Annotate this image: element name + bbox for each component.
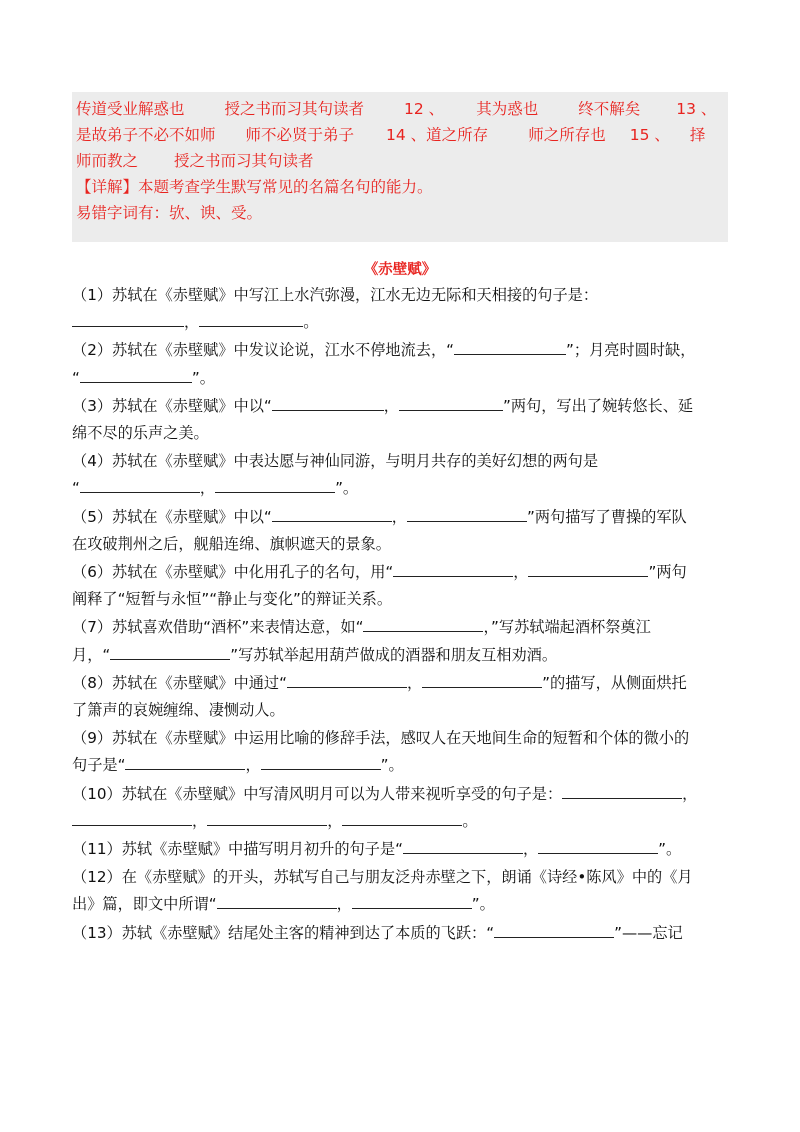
question-text: 了箫声的哀婉缠绵、凄恻动人。 — [72, 701, 285, 720]
answer-panel — [72, 92, 728, 242]
answer-blank[interactable] — [562, 783, 682, 799]
answer-number: 13 、 — [676, 100, 717, 118]
answer-number: 12 、 — [404, 100, 445, 118]
answer-text: 是故弟子不必不如师 — [76, 126, 216, 144]
question-text: ， — [682, 784, 698, 803]
answer-blank[interactable] — [80, 477, 200, 493]
answer-blank[interactable] — [215, 477, 335, 493]
question-text: “ — [72, 368, 80, 387]
question-text: ”的描写，从侧面烘托 — [542, 673, 687, 692]
answer-blank[interactable] — [363, 616, 483, 632]
question-text: （6）苏轼在《赤壁赋》中化用孔子的名句，用“ — [72, 563, 394, 582]
question-text: 。 — [303, 313, 319, 332]
answer-line-2 — [76, 122, 722, 148]
question-text: ， — [513, 563, 529, 582]
question-text: 月，“ — [72, 645, 111, 664]
answer-text: 14 、道之所存 — [386, 126, 489, 144]
question-12 — [72, 864, 732, 918]
question-text: ， — [199, 479, 216, 498]
answer-text: 择 — [689, 126, 706, 144]
answer-blank[interactable] — [407, 506, 527, 522]
answer-text: 师而教之 — [76, 152, 139, 170]
question-text: ， — [522, 840, 539, 859]
answer-blank[interactable] — [261, 754, 381, 770]
answer-blank[interactable] — [403, 838, 523, 854]
answer-blank[interactable] — [272, 506, 392, 522]
question-1 — [72, 282, 732, 336]
question-text: ， — [245, 756, 261, 775]
answer-text: 终不解矣 — [578, 100, 641, 118]
question-text: （8）苏轼在《赤壁赋》中通过“ — [72, 673, 287, 692]
question-text: （13）苏轼《赤壁赋》结尾处主客的精神到达了本质的飞跃：“ — [72, 923, 495, 942]
question-6 — [72, 559, 732, 613]
question-text: ，”写苏轼端起酒杯祭奠江 — [483, 618, 651, 637]
question-text: （1）苏轼在《赤壁赋》中写江上水汽弥漫，江水无边无际和天相接的句子是： — [72, 286, 599, 304]
question-5 — [72, 504, 732, 558]
answer-text: 授之书而习其句读者 — [174, 152, 314, 170]
answer-text: 其为惑也 — [476, 100, 539, 118]
answer-blank[interactable] — [72, 810, 192, 826]
answer-blank[interactable] — [342, 810, 462, 826]
question-text: （9）苏轼在《赤壁赋》中运用比喻的修辞手法，感叹人在天地间生命的短暂和个体的微小的 — [72, 729, 690, 748]
answer-line-3 — [76, 148, 722, 174]
answer-blank[interactable] — [207, 810, 327, 826]
question-3 — [72, 393, 732, 447]
answer-text: 授之书而习其句读者 — [224, 100, 365, 118]
question-text: ”两句 — [648, 563, 687, 582]
question-4 — [72, 448, 732, 502]
answer-blank[interactable] — [287, 672, 407, 688]
detail-text: 本题考查学生默写常见的名篇名句的能力。 — [138, 178, 433, 196]
question-9 — [72, 725, 732, 779]
question-10 — [72, 781, 732, 835]
answer-blank[interactable] — [110, 644, 230, 660]
detail-tag: 【详解】 — [76, 178, 139, 196]
answer-blank[interactable] — [454, 339, 566, 355]
answer-text: 师不必贤于弟子 — [245, 126, 355, 144]
question-text: ”两句，写出了婉转悠长、延 — [502, 396, 694, 415]
question-text: （3）苏轼在《赤壁赋》中以“ — [72, 396, 272, 415]
answer-blank[interactable] — [528, 561, 648, 577]
question-text: ”。 — [191, 368, 215, 387]
question-text: ”写苏轼举起用葫芦做成的酒器和朋友互相劝酒。 — [230, 645, 558, 664]
question-text: ， — [192, 811, 208, 830]
question-text: （4）苏轼在《赤壁赋》中表达愿与神仙同游，与明月共存的美好幻想的两句是 — [72, 452, 599, 471]
answer-text: 传道受业解惑也 — [76, 100, 185, 118]
question-text: 绵不尽的乐声之美。 — [72, 424, 209, 443]
question-text: （11）苏轼《赤壁赋》中描写明月初升的句子是“ — [72, 840, 403, 859]
answer-detail — [76, 174, 722, 200]
section-title: 《赤壁赋》 — [363, 262, 437, 278]
question-text: ， — [406, 673, 423, 692]
question-text: （2）苏轼在《赤壁赋》中发议论说，江水不停地流去，“ — [72, 341, 455, 360]
answer-line-1 — [76, 96, 722, 122]
answer-blank[interactable] — [494, 922, 614, 938]
question-2 — [72, 337, 732, 391]
question-13 — [72, 920, 732, 947]
question-text: ， — [184, 313, 200, 332]
answer-blank[interactable] — [399, 395, 503, 411]
answer-blank[interactable] — [217, 893, 337, 909]
question-text: ， — [336, 895, 352, 914]
question-8 — [72, 670, 732, 724]
answer-blank[interactable] — [72, 311, 184, 327]
answer-number: 15 、 — [629, 126, 670, 144]
question-7 — [72, 614, 732, 668]
answer-blank[interactable] — [393, 561, 513, 577]
question-text: 在攻破荆州之后，舰船连绵、旗帜遮天的景象。 — [72, 534, 391, 553]
question-list — [72, 282, 732, 948]
answer-text: 师之所存也 — [528, 126, 606, 144]
question-text: ， — [383, 396, 399, 415]
question-text: （12）在《赤壁赋》的开头，苏轼写自己与朋友泛舟赤壁之下，朗诵《诗经•陈风》中的《月 — [72, 868, 693, 887]
answer-blank[interactable] — [272, 395, 384, 411]
question-text: ， — [391, 507, 407, 526]
answer-blank[interactable] — [199, 311, 303, 327]
question-text: ”；月亮时圆时缺， — [566, 341, 696, 360]
question-11 — [72, 836, 732, 863]
question-text: ”。 — [335, 479, 359, 498]
answer-blank[interactable] — [422, 672, 542, 688]
question-text: “ — [72, 479, 80, 498]
question-text: ”。 — [471, 895, 495, 914]
answer-blank[interactable] — [80, 367, 192, 383]
question-text: （5）苏轼在《赤壁赋》中以“ — [72, 507, 272, 526]
answer-blank[interactable] — [125, 754, 245, 770]
question-text: 阐释了“短暂与永恒”“静止与变化”的辩证关系。 — [72, 590, 393, 609]
question-text: ”。 — [380, 756, 404, 775]
question-text: ， — [327, 811, 343, 830]
question-text: （7）苏轼喜欢借助“酒杯”来表情达意，如“ — [72, 618, 364, 637]
answer-blank[interactable] — [538, 838, 658, 854]
question-text: 句子是“ — [72, 756, 126, 775]
question-text: ”——忘记 — [614, 923, 683, 942]
question-text: ”两句描写了曹操的军队 — [526, 507, 687, 526]
question-text: 。 — [462, 811, 478, 830]
question-text: （10）苏轼在《赤壁赋》中写清风明月可以为人带来视听享受的句子是： — [72, 784, 563, 803]
question-text: ”。 — [658, 840, 682, 859]
answer-blank[interactable] — [352, 893, 472, 909]
question-text: 出》篇，即文中所谓“ — [72, 895, 217, 914]
typo-note: 易错字词有：欤、谀、受。 — [76, 204, 263, 222]
